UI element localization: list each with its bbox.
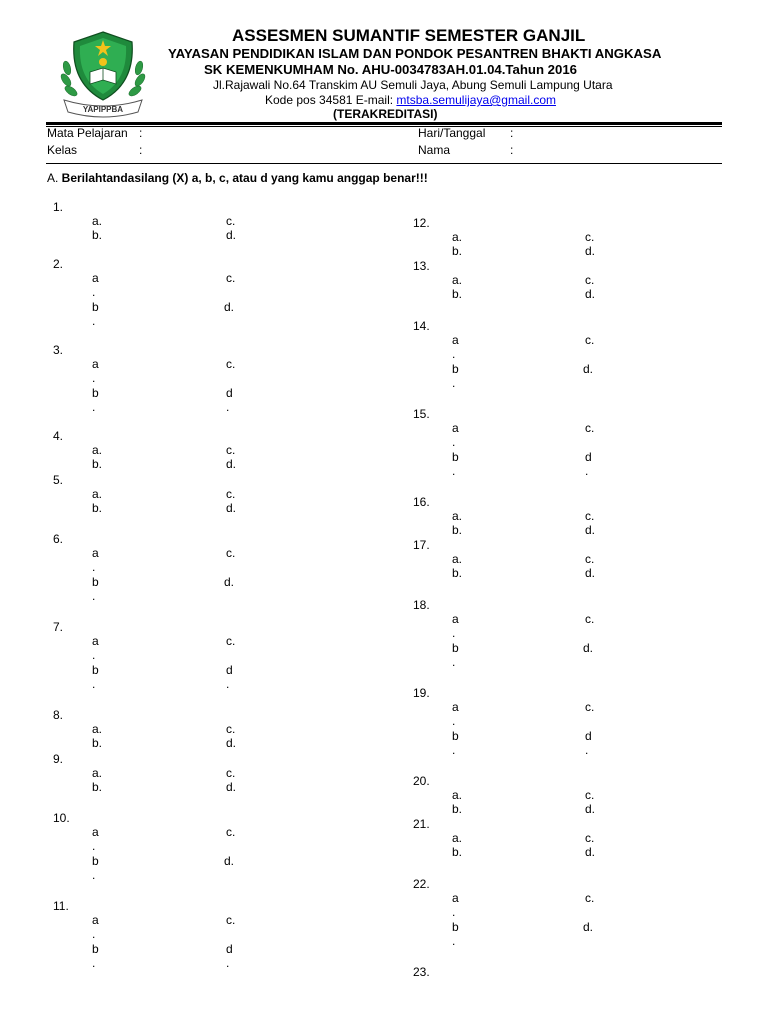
option-a-dot: . <box>92 285 96 299</box>
option-c: c. <box>226 634 236 648</box>
option-a: a <box>92 634 99 648</box>
option-a: a. <box>452 230 463 244</box>
option-d: d. <box>226 501 237 515</box>
option-a: a <box>452 333 459 347</box>
option-b-dot: . <box>452 743 456 757</box>
option-b-dot: . <box>92 677 96 691</box>
question-number: 11. <box>53 899 69 913</box>
question-number: 23. <box>413 965 430 979</box>
option-b: b <box>452 362 459 376</box>
option-d: d. <box>585 287 596 301</box>
option-b-dot: . <box>92 314 96 328</box>
option-c: c. <box>585 612 595 626</box>
question-number: 15. <box>413 407 430 421</box>
school-address: Jl.Rajawali No.64 Transkim AU Semuli Jaya, Abung Semuli Lampung Utara <box>213 78 613 92</box>
option-a: a. <box>92 722 103 736</box>
option-c: c. <box>585 700 595 714</box>
option-c: c. <box>226 825 236 839</box>
option-d-dot: . <box>226 677 230 691</box>
option-a: a. <box>452 788 463 802</box>
question-number: 16. <box>413 495 430 509</box>
option-d-dot: . <box>585 743 589 757</box>
section-letter: A. <box>47 171 62 185</box>
option-a: a <box>452 421 459 435</box>
option-a: a <box>452 612 459 626</box>
option-d: d <box>585 729 592 743</box>
option-b: b. <box>92 457 103 471</box>
option-c: c. <box>585 333 595 347</box>
option-b: b. <box>452 802 463 816</box>
question-number: 19. <box>413 686 430 700</box>
option-d: d. <box>224 575 235 589</box>
option-d: d <box>585 450 592 464</box>
option-d: d. <box>224 300 235 314</box>
option-c: c. <box>226 443 236 457</box>
email-link[interactable]: mtsba.semulijaya@gmail.com <box>396 93 556 107</box>
question-number: 20. <box>413 774 430 788</box>
option-c: c. <box>585 788 595 802</box>
school-logo <box>58 28 148 120</box>
option-d: d. <box>583 641 594 655</box>
option-a: a <box>452 700 459 714</box>
question-number: 3. <box>53 343 64 357</box>
header-rule-thick <box>46 122 722 125</box>
option-b: b <box>92 942 99 956</box>
question-number: 1. <box>53 200 64 214</box>
option-b: b. <box>452 244 463 258</box>
option-d: d. <box>585 802 596 816</box>
option-b: b <box>452 450 459 464</box>
question-number: 4. <box>53 429 64 443</box>
option-d: d. <box>226 780 237 794</box>
option-b-dot: . <box>452 655 456 669</box>
option-b: b. <box>452 287 463 301</box>
option-d: d. <box>224 854 235 868</box>
option-a: a <box>92 546 99 560</box>
foundation-name: YAYASAN PENDIDIKAN ISLAM DAN PONDOK PESANTREN BHAKTI ANGKASA <box>168 46 662 61</box>
class-label: Kelas <box>47 143 78 157</box>
question-number: 13. <box>413 259 430 273</box>
option-a-dot: . <box>92 371 96 385</box>
option-c: c. <box>585 552 595 566</box>
option-d-dot: . <box>226 400 230 414</box>
option-a-dot: . <box>92 839 96 853</box>
option-b: b <box>452 729 459 743</box>
option-b-dot: . <box>452 376 456 390</box>
option-b: b <box>452 920 459 934</box>
option-c: c. <box>226 487 236 501</box>
option-b: b. <box>92 501 103 515</box>
option-a-dot: . <box>92 927 96 941</box>
question-number: 5. <box>53 473 64 487</box>
option-a-dot: . <box>92 648 96 662</box>
accreditation-status: (TERAKREDITASI) <box>333 107 438 121</box>
option-b: b. <box>92 736 103 750</box>
option-a-dot: . <box>92 560 96 574</box>
name-label: Nama <box>418 143 451 157</box>
option-d: d. <box>585 244 596 258</box>
question-number: 7. <box>53 620 64 634</box>
question-number: 18. <box>413 598 430 612</box>
logo-ribbon-text: YAPIPPBA <box>82 105 124 114</box>
question-number: 10. <box>53 811 70 825</box>
option-d: d <box>226 663 233 677</box>
postal-code: Kode pos 34581 E-mail: <box>265 93 397 107</box>
postal-email-line <box>265 93 556 107</box>
option-d: d. <box>583 920 594 934</box>
fields-rule <box>46 163 722 164</box>
question-number: 17. <box>413 538 430 552</box>
option-a: a <box>92 357 99 371</box>
option-b: b <box>452 641 459 655</box>
instruction-text: Berilahtandasilang (X) a, b, c, atau d yang kamu anggap benar!!! <box>61 171 428 185</box>
option-d: d. <box>226 228 237 242</box>
option-b-dot: . <box>92 956 96 970</box>
option-a: a. <box>452 273 463 287</box>
option-a: a. <box>452 552 463 566</box>
option-d-dot: . <box>585 464 589 478</box>
question-number: 9. <box>53 752 64 766</box>
instruction-line <box>47 171 428 185</box>
option-d: d. <box>585 845 596 859</box>
option-d: d. <box>226 736 237 750</box>
option-c: c. <box>226 357 236 371</box>
option-b: b <box>92 575 99 589</box>
option-b: b <box>92 854 99 868</box>
option-b: b. <box>452 845 463 859</box>
day-date-colon: : <box>510 126 514 140</box>
option-b: b <box>92 386 99 400</box>
option-b: b. <box>92 228 103 242</box>
option-b: b <box>92 300 99 314</box>
option-c: c. <box>226 722 236 736</box>
option-c: c. <box>585 230 595 244</box>
option-b: b. <box>452 523 463 537</box>
option-a-dot: . <box>452 435 456 449</box>
option-a: a <box>92 271 99 285</box>
decree-number: SK KEMENKUMHAM No. AHU-0034783AH.01.04.Tahun 2016 <box>204 62 578 77</box>
option-a-dot: . <box>452 905 456 919</box>
option-b-dot: . <box>92 400 96 414</box>
option-a: a <box>452 891 459 905</box>
option-c: c. <box>226 766 236 780</box>
option-c: c. <box>585 509 595 523</box>
option-a: a. <box>452 831 463 845</box>
option-c: c. <box>226 546 236 560</box>
option-a-dot: . <box>452 626 456 640</box>
subject-colon: : <box>139 126 143 140</box>
document-title: ASSESMEN SUMANTIF SEMESTER GANJIL <box>232 26 586 45</box>
option-b: b. <box>452 566 463 580</box>
option-c: c. <box>585 421 595 435</box>
option-c: c. <box>585 273 595 287</box>
header-rule-thin <box>46 126 722 127</box>
option-a-dot: . <box>452 347 456 361</box>
subject-label: Mata Pelajaran <box>47 126 128 140</box>
class-colon: : <box>139 143 143 157</box>
option-b: b. <box>92 780 103 794</box>
option-d: d. <box>226 457 237 471</box>
option-b-dot: . <box>452 934 456 948</box>
question-number: 12. <box>413 216 430 230</box>
question-number: 14. <box>413 319 430 333</box>
option-a: a <box>92 825 99 839</box>
option-a: a <box>92 913 99 927</box>
option-a: a. <box>452 509 463 523</box>
option-b-dot: . <box>92 868 96 882</box>
option-c: c. <box>226 214 236 228</box>
option-c: c. <box>226 913 236 927</box>
option-a: a. <box>92 766 103 780</box>
option-a: a. <box>92 214 103 228</box>
question-number: 22. <box>413 877 430 891</box>
question-number: 2. <box>53 257 64 271</box>
option-b-dot: . <box>92 589 96 603</box>
option-c: c. <box>226 271 236 285</box>
option-d: d. <box>583 362 594 376</box>
option-b-dot: . <box>452 464 456 478</box>
option-d: d <box>226 386 233 400</box>
option-d-dot: . <box>226 956 230 970</box>
question-number: 21. <box>413 817 430 831</box>
option-c: c. <box>585 891 595 905</box>
question-number: 6. <box>53 532 64 546</box>
option-c: c. <box>585 831 595 845</box>
option-b: b <box>92 663 99 677</box>
option-a: a. <box>92 443 103 457</box>
option-a-dot: . <box>452 714 456 728</box>
option-d: d <box>226 942 233 956</box>
option-d: d. <box>585 523 596 537</box>
option-a: a. <box>92 487 103 501</box>
name-colon: : <box>510 143 514 157</box>
day-date-label: Hari/Tanggal <box>418 126 486 140</box>
option-d: d. <box>585 566 596 580</box>
question-number: 8. <box>53 708 64 722</box>
